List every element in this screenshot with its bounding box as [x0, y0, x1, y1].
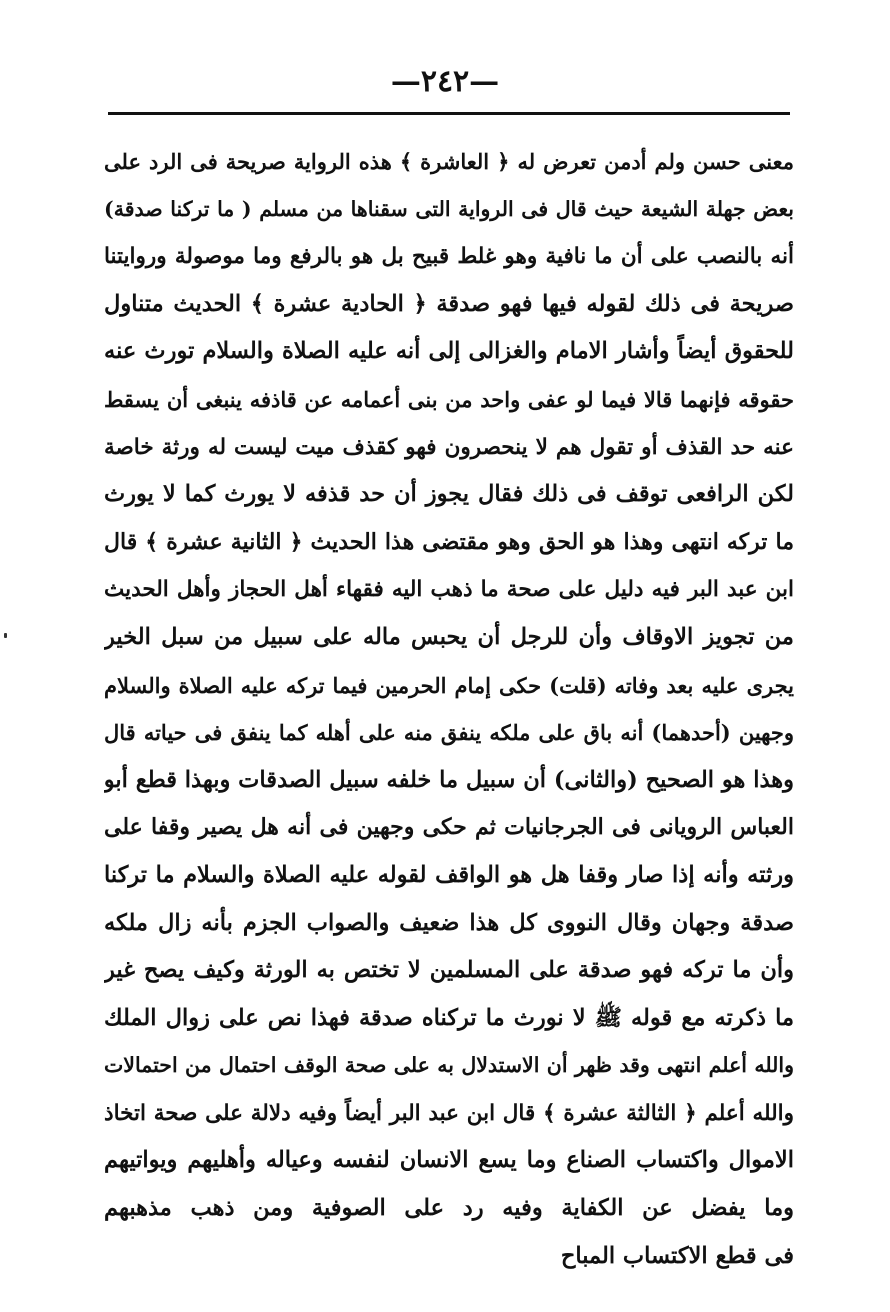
text-line: بعض جهلة الشيعة حيث قال فى الرواية التى سقناها من مسلم ( ما تركنا صدقة) [104, 196, 794, 221]
text-line-last: فى قطع الاكتساب المباح [560, 1242, 794, 1269]
text-line: حقوقه فإنهما قالا فيما لو عفى واحد من بنى أعمامه عن قاذفه ينبغى أن يسقط [104, 386, 794, 412]
text-line: معنى حسن ولم أدمن تعرض له ﴿ العاشرة ﴾ هذه الرواية صريحة فى الرد على [104, 149, 794, 174]
text-line: يجرى عليه بعد وفاته (قلت) حكى إمام الحرمين فيما تركه عليه الصلاة والسلام [104, 672, 794, 698]
text-line: أنه بالنصب على أن ما نافية وهو غلط قبيح بل هو بالرفع وما موصولة وروايتنا [104, 244, 794, 270]
text-line: والله أعلم انتهى وقد ظهر أن الاستدلال به على صحة الوقف احتمال من احتمالات [104, 1053, 794, 1078]
text-line: وهذا هو الصحيح (والثانى) أن سبيل ما خلفه سبيل الصدقات وبهذا قطع أبو [104, 766, 794, 793]
body-text [104, 138, 794, 1280]
header-rule [108, 112, 790, 115]
text-line: من تجويز الاوقاف وأن للرجل أن يحبس ماله على سبيل من سبل الخير [104, 623, 794, 650]
text-line: الاموال واكتساب الصناع وما يسع الانسان لنفسه وعياله وأهليهم ويواتيهم [104, 1147, 794, 1174]
text-line: عنه حد القذف أو تقول هم لا ينحصرون فهو كقذف ميت ليست له ورثة خاصة [104, 434, 794, 460]
text-line: ما ذكرته مع قوله ﷺ لا نورث ما تركناه صدقة فهذا نص على زوال الملك [104, 1004, 794, 1031]
text-line: صريحة فى ذلك لقوله فيها فهو صدقة ﴿ الحادية عشرة ﴾ الحديث متناول [104, 290, 794, 317]
text-line: لكن الرافعى توقف فى ذلك فقال يجوز أن حد قذفه لا يورث كما لا يورث [104, 481, 794, 508]
page-number: —٢٤٢— [390, 64, 500, 99]
text-line: للحقوق أيضاً وأشار الامام والغزالى إلى أنه عليه الصلاة والسلام تورث عنه [104, 338, 794, 365]
text-line: وما يفضل عن الكفاية وفيه رد على الصوفية ومن ذهب مذهبهم [104, 1195, 794, 1222]
text-line: ابن عبد البر فيه دليل على صحة ما ذهب اليه فقهاء أهل الحجاز وأهل الحديث [104, 577, 794, 603]
text-line: والله أعلم ﴿ الثالثة عشرة ﴾ قال ابن عبد البر أيضاً وفيه دلالة على صحة اتخاذ [104, 1100, 794, 1126]
text-line: ورثته وأنه إذا صار وقفا هل هو الواقف لقوله عليه الصلاة والسلام ما تركنا [104, 861, 794, 888]
margin-speck [4, 633, 7, 638]
text-line: العباس الرويانى فى الجرجانيات ثم حكى وجهين فى أنه هل يصير وقفا على [104, 814, 794, 841]
text-line: وأن ما تركه فهو صدقة على المسلمين لا تختص به الورثة وكيف يصح غير [104, 957, 794, 984]
text-line: وجهين (أحدهما) أنه باق على ملكه ينفق منه على أهله كما ينفق فى حياته قال [104, 720, 794, 746]
text-line: ما تركه انتهى وهذا هو الحق وهو مقتضى هذا الحديث ﴿ الثانية عشرة ﴾ قال [104, 528, 794, 555]
text-line: صدقة وجهان وقال النووى كل هذا ضعيف والصواب الجزم بأنه زال ملكه [104, 909, 794, 936]
